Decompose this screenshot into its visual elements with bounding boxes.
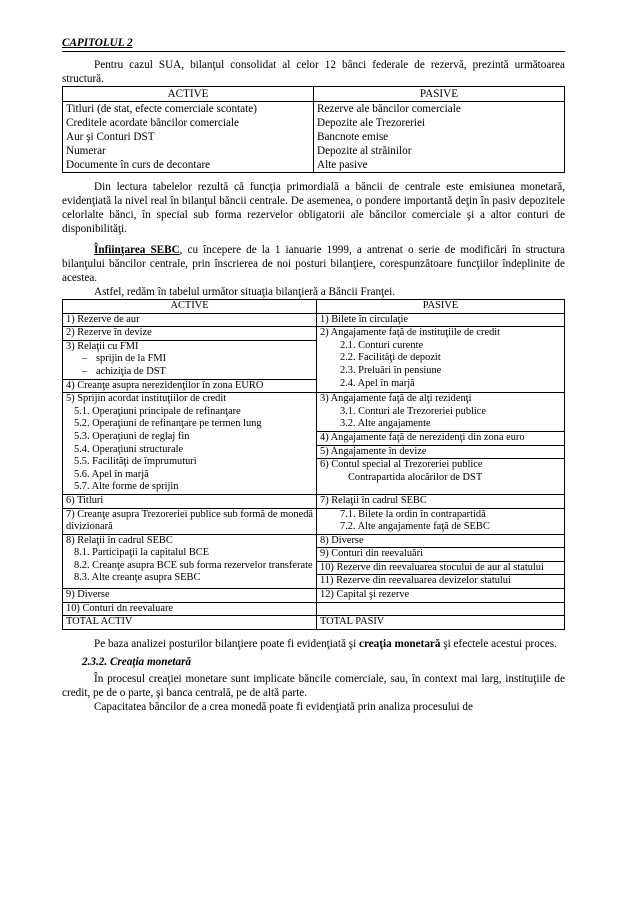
t2-row: 5) Angajamente în devize <box>317 445 564 459</box>
t1-pasive-list <box>314 102 565 173</box>
t2-sub-item: 2.2. Facilităţi de depozit <box>340 352 441 364</box>
t2-sub-item: 5.7. Alte forme de sprijin <box>74 481 179 493</box>
t2-sub-item: 8.3. Alte creanţe asupra SEBC <box>74 572 201 584</box>
t2-row: 11) Rezerve din reevaluarea devizelor statului <box>317 574 564 588</box>
t2-sub-item: 2.3. Preluări în pensiune <box>340 364 442 376</box>
t2-pasive-block-8 <box>317 534 565 588</box>
t2-total-active: TOTAL ACTIV <box>63 616 317 630</box>
sebc-lead: Înfiinţarea SEBC <box>94 244 180 256</box>
t2-row: 8) Relaţii în cadrul SEBC <box>66 534 173 546</box>
t2-pasive-block-1 <box>317 313 565 393</box>
intro-paragraph: Pentru cazul SUA, bilanţul consolidat al celor 12 bănci federale de rezervă, prezintă următoarea structură. <box>62 59 565 85</box>
t2-total-pasive: TOTAL PASIV <box>317 616 565 630</box>
t2-row: 1) Bilete în circulaţie <box>317 314 564 328</box>
t2-sub-item: 2.4. Apel în marjă <box>340 377 415 389</box>
page <box>62 36 565 714</box>
t2-row: 2) Angajamente faţă de instituţiile de credit <box>320 327 501 339</box>
t2-cell <box>317 508 565 534</box>
t1-active-item: Creditele acordate băncilor comerciale <box>66 117 239 129</box>
t2-sub-item: 5.5. Facilităţi de împrumuturi <box>74 456 197 468</box>
t2-row <box>63 340 316 379</box>
t2-sub-item: 5.1. Operaţiuni principale de refinanţare <box>74 405 241 417</box>
chapter-header: CAPITOLUL 2 <box>62 36 565 52</box>
sua-balance-table <box>62 86 565 173</box>
para5-text-end: şi efectele acestui proces. <box>440 637 557 650</box>
t2-row: 4) Angajamente faţă de nerezidenţi din zona euro <box>317 431 564 445</box>
t2-sub-item: 5.3. Operaţiuni de reglaj fin <box>74 430 190 442</box>
t2-cell: 6) Titluri <box>63 494 317 508</box>
paragraph-5 <box>62 637 565 651</box>
t1-active-item: Titluri (de stat, efecte comerciale scontate) <box>66 103 257 115</box>
t2-sub-item: 8.1. Participaţii la capitalul BCE <box>74 547 210 559</box>
t2-row <box>317 393 564 431</box>
t2-sub-item: 7.1. Bilete la ordin în contrapartidă <box>340 508 486 520</box>
t2-sub-item: 5.6. Apel în marjă <box>74 468 149 480</box>
t2-head-active: ACTIVE <box>63 300 317 314</box>
t1-pasive-item: Alte pasive <box>317 159 368 171</box>
t2-active-block-1 <box>63 313 317 393</box>
t2-sub-item: 5.4. Operaţiuni structurale <box>74 443 184 455</box>
t1-active-item: Numerar <box>66 145 106 157</box>
t2-cell: 12) Capital şi rezerve <box>317 589 565 603</box>
t2-sub-item: 5.2. Operaţiuni de refinanţare pe termen lung <box>74 418 262 430</box>
t2-active-block-2 <box>63 393 317 495</box>
t2-row: 9) Conturi din reevaluări <box>317 547 564 561</box>
t2-row: 10) Rezerve din reevaluarea stocului de aur al statului <box>317 561 564 575</box>
t2-row-label: 3) Angajamente faţă de alţi rezidenţi <box>320 393 472 405</box>
t2-sub-item: 3.2. Alte angajamente <box>340 418 431 430</box>
t1-active-item: Aur şi Conturi DST <box>66 131 155 143</box>
t2-row <box>317 458 564 484</box>
t2-row-label: 3) Relaţii cu FMI <box>66 340 139 352</box>
section-heading: 2.3.2. Creaţia monetară <box>82 655 192 668</box>
t2-row: 8) Diverse <box>320 534 364 546</box>
t2-cell: 9) Diverse <box>63 589 317 603</box>
t2-cell: 7) Relaţii în cadrul SEBC <box>317 494 565 508</box>
t1-pasive-item: Depozite al străinilor <box>317 145 412 157</box>
t2-sub-item: – sprijin de la FMI <box>66 353 313 366</box>
paragraph-3 <box>62 243 565 285</box>
t2-cell-empty <box>317 602 565 616</box>
t2-active-block-8 <box>63 534 317 588</box>
t2-row: 1) Rezerve de aur <box>66 313 140 325</box>
t1-active-item: Documente în curs de decontare <box>66 159 211 171</box>
t2-sub-item: 3.1. Conturi ale Trezoreriei publice <box>340 405 487 417</box>
t1-pasive-item: Bancnote emise <box>317 131 389 143</box>
t1-pasive-item: Rezerve ale băncilor comerciale <box>317 103 461 115</box>
t2-sub-item: – achiziţia de DST <box>66 366 313 379</box>
t2-cell: 10) Conturi dn reevaluare <box>63 602 317 616</box>
t1-head-active: ACTIVE <box>63 87 314 102</box>
t2-row-label: 6) Contul special al Trezoreriei publice <box>320 459 483 471</box>
paragraph-7: Capacitatea băncilor de a crea monedă poate fi evidenţiată prin analiza procesului de <box>94 700 473 713</box>
t2-cell: 7) Creanţe asupra Trezoreriei publice sub formă de monedă divizionară <box>63 508 317 534</box>
t2-sub-item: 7.2. Alte angajamente faţă de SEBC <box>340 521 490 533</box>
t2-head-pasive: PASIVE <box>317 300 565 314</box>
t2-row: 5) Sprijin acordat instituţiilor de credit <box>66 393 227 405</box>
t2-row: 2) Rezerve în devize <box>63 326 316 340</box>
creatia-monetara-emph: creaţia monetară <box>358 637 441 650</box>
t1-active-list <box>63 102 314 173</box>
t1-head-pasive: PASIVE <box>314 87 565 102</box>
t2-pasive-block-2 <box>317 393 565 495</box>
t2-row: 4) Creanţe asupra nerezidenţilor în zona EURO <box>63 379 316 393</box>
t2-sub-item: 8.2. Creanţe asupra BCE sub forma rezervelor transferate <box>74 559 313 571</box>
france-balance-table <box>62 299 565 630</box>
paragraph-6: În procesul creaţiei monetare sunt implicate băncile comerciale, sau, în context mai larg, instituţiile de credit, pe de o parte, şi banca centrală, pe de altă parte. <box>62 672 565 699</box>
para5-text: Pe baza analizei posturilor bilanţiere poate fi evidenţiată şi <box>94 637 359 650</box>
t2-sub-item: Contrapartida alocărilor de DST <box>348 471 483 483</box>
t1-pasive-item: Depozite ale Trezoreriei <box>317 117 426 129</box>
sebc-rest: , cu începere de la 1 ianuarie 1999, a antrenat o serie de modificări în structura bilanţului băncilor centrale, prin înscrierea de noi posturi bilanţiere, corespunzătoare funcţiilor îndeplinite de acestea. <box>62 244 565 284</box>
t2-sub-item: 2.1. Conturi curente <box>340 339 424 351</box>
paragraph-4: Astfel, redăm în tabelul următor situaţia bilanţieră a Băncii Franţei. <box>94 286 396 298</box>
paragraph-2: Din lectura tabelelor rezultă că funcţia primordială a băncii de centrale este emisiunea monetară, evidenţiată la nivel real în bilanţul băncii centrale. De asemenea, o pondere importantă deţin în pasiv depozitele celorlalte bănci, în special sub forma rezervelor obligatorii ale băncilor comerciale şi a altor conturi de disponibilităţi. <box>62 181 565 235</box>
